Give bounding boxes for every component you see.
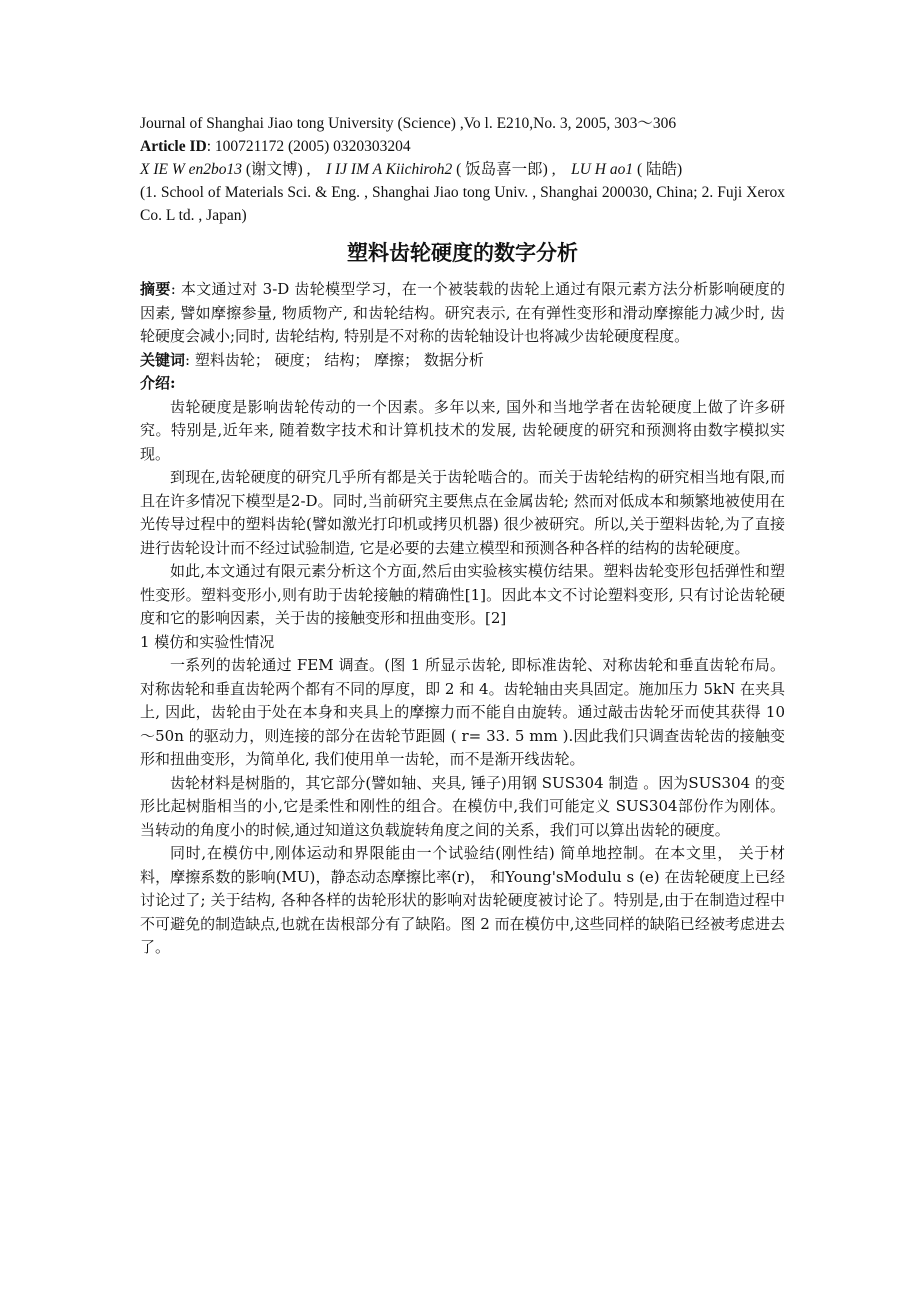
intro-paragraph-3: 如此,本文通过有限元素分析这个方面,然后由实验核实模仿结果。塑料齿轮变形包括弹性和塑性变形。塑料变形小,则有助于齿轮接触的精确性[1]。因此本文不讨论塑料变形, 只有讨论齿轮硬度和它的影响因素，关于齿的接触变形和扭曲变形。[2]: [140, 562, 785, 627]
journal-citation: Journal of Shanghai Jiao tong University (Science) ,Vo l. E210,No. 3, 2005, 303～306: [140, 115, 677, 132]
keywords-text: : 塑料齿轮； 硬度； 结构； 摩擦； 数据分析: [185, 350, 484, 369]
author-cn-1: (谢文博) ,: [242, 161, 311, 178]
section-1-paragraph-2: 齿轮材料是树脂的，其它部分(譬如轴、夹具, 锤子)用钢 SUS304 制造 。因为SUS304 的变形比起树脂相当的小,它是柔性和刚性的组合。在模仿中,我们可能定义 SUS304部份作为刚体。当转动的角度小的时候,通过知道这负载旋转角度之间的关系，我们可以算出齿轮的硬度。: [140, 773, 785, 839]
article-id-value: : 100721172 (2005) 0320303204: [206, 138, 411, 155]
intro-heading: 介绍:: [140, 374, 176, 392]
author-sup-2: 2: [444, 161, 453, 178]
author-sup-3: 1: [625, 161, 634, 178]
abstract-text: : 本文通过对 3-D 齿轮模型学习，在一个被装载的齿轮上通过有限元素方法分析影响硬度的因素, 譬如摩擦参量, 物质物产, 和齿轮结构。研究表示, 在有弹性变形和滑动摩擦能力减少时, 齿轮硬度会减小;同时, 齿轮结构, 特别是不对称的齿轮轴设计也将减少齿轮硬度程度。: [140, 280, 785, 345]
author-name-1: X IE W en2bo: [140, 161, 227, 178]
keywords-label: 关键词: [140, 350, 186, 369]
section-1-heading: 1 模仿和实验性情况: [140, 632, 275, 651]
author-line: [140, 158, 785, 181]
affiliations: (1. School of Materials Sci. & Eng. , Shanghai Jiao tong Univ. , Shanghai 200030, China; 2. Fuji Xerox Co. L td. , Japan): [140, 184, 785, 224]
section-1-paragraph-1: 一系列的齿轮通过 FEM 调查。(图 1 所显示齿轮, 即标准齿轮、对称齿轮和垂直齿轮布局。对称齿轮和垂直齿轮两个都有不同的厚度，即 2 和 4。齿轮轴由夹具固定。施加压力 5kN 在夹具上, 因此，齿轮由于处在本身和夹具上的摩擦力而不能自由旋转。通过敲击齿轮牙而使其获得 10～50n 的驱动力，则连接的部分在齿轮节距圆 ( r= 33. 5 mm ).因此我们只调查齿轮齿的接触变形和扭曲变形，为简单化, 我们使用单一齿轮，而不是渐开线齿轮。: [140, 656, 785, 768]
author-name-2: I IJ IM A Kiichiroh: [325, 161, 445, 178]
page-title: 塑料齿轮硬度的数字分析: [347, 241, 578, 265]
article-id-line: [140, 135, 785, 158]
author-name-3: LU H ao: [571, 161, 626, 178]
author-cn-2: ( 饭岛喜一郎) ,: [452, 161, 556, 178]
author-sup-1: 13: [226, 161, 243, 178]
abstract: [140, 278, 785, 349]
intro-paragraph-2: 到现在,齿轮硬度的研究几乎所有都是关于齿轮啮合的。而关于齿轮结构的研究相当地有限,而且在许多情况下模型是2-D。同时,当前研究主要焦点在金属齿轮; 然而对低成本和频繁地被使用在光传导过程中的塑料齿轮(譬如激光打印机或拷贝机器) 很少被研究。所以,关于塑料齿轮,为了直接进行齿轮设计而不经过试验制造, 它是必要的去建立模型和预测各种各样的结构的齿轮硬度。: [140, 468, 785, 557]
author-cn-3: ( 陆皓): [633, 161, 683, 178]
abstract-label: 摘要: [140, 280, 171, 298]
article-body: [140, 278, 785, 960]
article-header: [140, 112, 785, 227]
section-1-paragraph-3: 同时,在模仿中,刚体运动和界限能由一个试验结(刚性结) 简单地控制。在本文里， 关于材料，摩擦系数的影响(MU)，静态动态摩擦比率(r)， 和Young'sModulu s (e) 在齿轮硬度上已经讨论过了; 关于结构, 各种各样的齿轮形状的影响对齿轮硬度被讨论了。特别是,由于在制造过程中不可避免的制造缺点,也就在齿根部分有了缺陷。图 2 而在模仿中,这些同样的缺陷已经被考虑进去了。: [140, 844, 785, 956]
intro-paragraph-1: 齿轮硬度是影响齿轮传动的一个因素。多年以来, 国外和当地学者在齿轮硬度上做了许多研究。特别是,近年来, 随着数字技术和计算机技术的发展, 齿轮硬度的研究和预测将由数字模拟实现。: [140, 397, 785, 463]
keywords: [140, 349, 785, 373]
article-id-label: Article ID: [140, 138, 207, 155]
document-content: [140, 112, 785, 960]
